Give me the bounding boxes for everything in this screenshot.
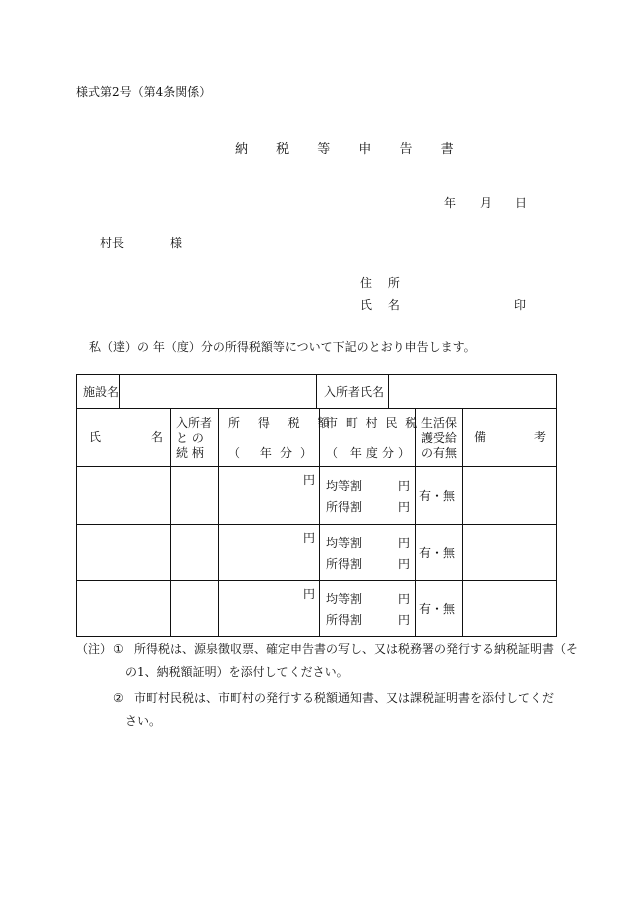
statement-text: 私（達）の 年（度）分の所得税額等について下記のとおり申告します。 [89,340,476,354]
row1-income-tax-yen: 円 [303,473,316,487]
date-year-label: 年 [444,196,457,210]
addressee-honorific: 様 [170,236,183,250]
note2-line1: 市町村民税は、市町村の発行する税額通知書、又は課税証明書を添付してくだ [134,691,555,705]
header-income-tax-year: （ 年分） [228,446,312,460]
page-title: 納 税 等 申 告 書 [235,142,466,157]
note2-line2: さい。 [125,714,162,728]
header-welfare-line3: の有無 [421,446,458,460]
row1-per-capita-unit: 円 [398,479,411,493]
row1-per-capita-label: 均等割 [326,479,363,493]
header-relation-line2: と の [176,431,204,445]
row2-income-based-unit: 円 [398,557,411,571]
header-relation-line3: 続 柄 [176,446,204,460]
header-name: 氏 名 [89,430,163,444]
note2-marker: ② [113,691,124,705]
date-day-label: 日 [515,196,528,210]
row3-welfare-choice: 有・無 [419,602,456,616]
row2-welfare-choice: 有・無 [419,546,456,560]
notes-label: （注） [76,642,113,656]
row1-income-based-unit: 円 [398,500,411,514]
row2-income-based-label: 所得割 [326,557,363,571]
header-municipal-tax: 市 町 村 民 税 [326,416,420,430]
name-label: 氏 名 [360,298,406,312]
header-relation-line1: 入所者 [176,416,213,430]
date-month-label: 月 [480,196,493,210]
header-welfare-line1: 生活保 [421,416,458,430]
row3-per-capita-label: 均等割 [326,592,363,606]
row3-income-tax-yen: 円 [303,587,316,601]
addressee-title: 村長 [100,236,125,250]
address-label: 住 所 [360,276,406,290]
note1-line2: の1、納税額証明）を添付してください。 [125,665,349,679]
row3-income-based-label: 所得割 [326,613,363,627]
row1-income-based-label: 所得割 [326,500,363,514]
form-id: 様式第2号（第4条関係） [76,85,212,99]
seal-mark: 印 [514,298,527,312]
row2-income-tax-yen: 円 [303,531,316,545]
facility-name-label: 施設名 [83,385,120,399]
row3-income-based-unit: 円 [398,613,411,627]
row2-per-capita-unit: 円 [398,536,411,550]
note1-line1: 所得税は、源泉徴収票、確定申告書の写し、又は税務署の発行する納税証明書（そ [134,642,579,656]
header-municipal-tax-year: （ 年度分） [326,446,410,460]
row2-per-capita-label: 均等割 [326,536,363,550]
resident-name-label: 入所者氏名 [324,385,385,399]
header-income-tax: 所 得 税 額 [228,416,337,430]
row1-welfare-choice: 有・無 [419,489,456,503]
header-welfare-line2: 護受給 [421,431,458,445]
header-remarks: 備 考 [474,430,546,444]
note1-marker: ① [113,642,124,656]
row3-per-capita-unit: 円 [398,592,411,606]
